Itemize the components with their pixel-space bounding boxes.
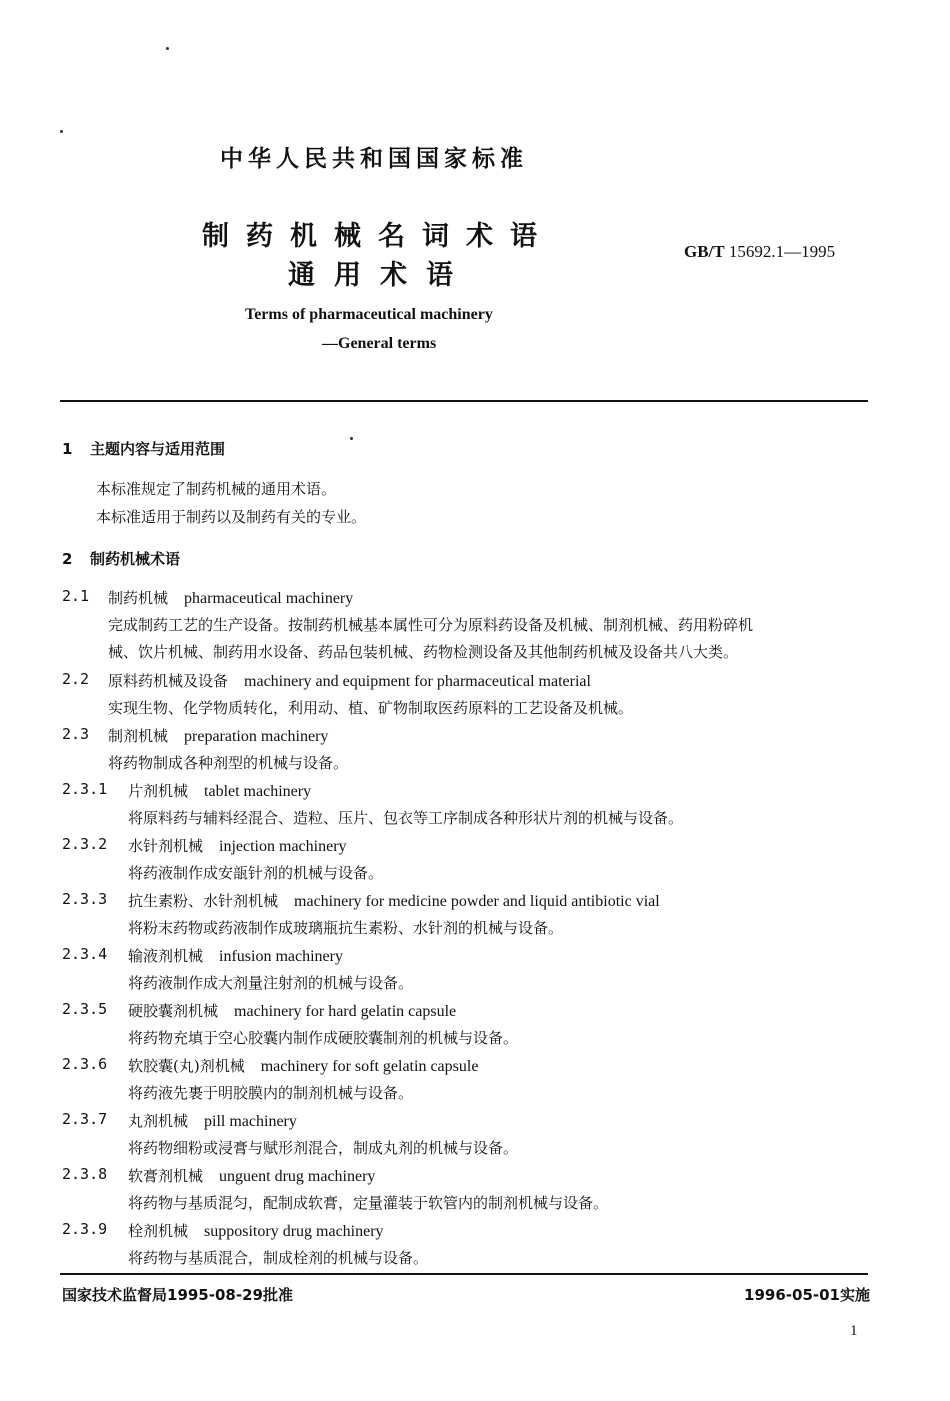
term-chinese: 抗生素粉、水针剂机械 [128, 892, 279, 910]
term-chinese: 栓剂机械 [128, 1222, 189, 1240]
term-chinese: 制药机械 [108, 589, 169, 607]
national-standard-heading: 中华人民共和国国家标准 [220, 146, 528, 172]
term-entry [128, 1220, 384, 1241]
term-english: pharmaceutical machinery [184, 590, 354, 607]
term-chinese: 原料药机械及设备 [108, 672, 229, 690]
paragraph: 本标准规定了制药机械的通用术语。 [96, 480, 337, 498]
term-chinese: 片剂机械 [128, 782, 189, 800]
term-number: 2.3.1 [62, 780, 108, 798]
section-number: 1 [62, 440, 73, 458]
term-chinese: 输液剂机械 [128, 947, 204, 965]
term-definition: 将药物与基质混合，制成栓剂的机械与设备。 [128, 1249, 429, 1267]
effective-date: 1996-05-01实施 [744, 1286, 870, 1304]
term-chinese: 制剂机械 [108, 727, 169, 745]
term-entry [108, 587, 353, 608]
top-divider [60, 400, 868, 402]
term-number: 2.3 [62, 725, 90, 743]
term-entry [128, 890, 660, 911]
scan-speck [166, 47, 169, 50]
term-entry [128, 1000, 456, 1021]
scan-speck [60, 130, 63, 133]
term-english: suppository drug machinery [204, 1223, 384, 1240]
term-number: 2.3.6 [62, 1055, 108, 1073]
term-definition: 将药物细粉或浸膏与赋形剂混合，制成丸剂的机械与设备。 [128, 1139, 519, 1157]
term-chinese: 水针剂机械 [128, 837, 204, 855]
term-chinese: 硬胶囊剂机械 [128, 1002, 219, 1020]
term-definition: 将原料药与辅料经混合、造粒、压片、包衣等工序制成各种形状片剂的机械与设备。 [128, 809, 684, 827]
term-english: infusion machinery [219, 948, 343, 965]
term-number: 2.3.3 [62, 890, 108, 908]
term-definition: 械、饮片机械、制药用水设备、药品包装机械、药物检测设备及其他制药机械及设备共八大类。 [108, 643, 739, 661]
term-number: 2.3.8 [62, 1165, 108, 1183]
term-definition: 将药液先裹于明胶膜内的制剂机械与设备。 [128, 1084, 414, 1102]
page-number: 1 [850, 1323, 858, 1339]
term-definition: 将药液制作成安瓿针剂的机械与设备。 [128, 864, 384, 882]
document-title-line2: 通用术语 [288, 260, 472, 291]
term-chinese: 丸剂机械 [128, 1112, 189, 1130]
term-chinese: 软膏剂机械 [128, 1167, 204, 1185]
term-number: 2.3.9 [62, 1220, 108, 1238]
bottom-divider [60, 1273, 868, 1275]
standard-code [684, 242, 835, 262]
english-title-line2: —General terms [322, 335, 437, 352]
term-english: tablet machinery [204, 783, 312, 800]
section-number: 2 [62, 550, 73, 568]
term-entry [108, 670, 591, 691]
term-definition: 将药物充填于空心胶囊内制作成硬胶囊制剂的机械与设备。 [128, 1029, 519, 1047]
section-heading [62, 548, 180, 569]
term-definition: 完成制药工艺的生产设备。按制药机械基本属性可分为原料药设备及机械、制剂机械、药用粉碎机 [108, 616, 754, 634]
approval-date: 国家技术监督局1995-08-29批准 [62, 1286, 293, 1304]
term-entry [128, 780, 311, 801]
term-chinese: 软胶囊(丸)剂机械 [128, 1057, 245, 1075]
paragraph: 本标准适用于制药以及制药有关的专业。 [96, 508, 367, 526]
term-number: 2.3.4 [62, 945, 108, 963]
term-entry [128, 835, 347, 856]
section-title: 制药机械术语 [90, 550, 181, 568]
section-heading [62, 438, 225, 459]
term-english: machinery for soft gelatin capsule [260, 1058, 479, 1075]
document-title-line1: 制药机械名词术语 [202, 221, 554, 252]
term-number: 2.2 [62, 670, 90, 688]
term-english: preparation machinery [184, 728, 329, 745]
term-number: 2.3.2 [62, 835, 108, 853]
term-entry [128, 945, 343, 966]
term-number: 2.3.5 [62, 1000, 108, 1018]
term-english: machinery for medicine powder and liquid antibiotic vial [294, 893, 660, 910]
section-title: 主题内容与适用范围 [90, 440, 226, 458]
scan-speck [350, 437, 353, 440]
term-definition: 实现生物、化学物质转化，利用动、植、矿物制取医药原料的工艺设备及机械。 [108, 699, 634, 717]
term-entry [128, 1165, 375, 1186]
term-number: 2.1 [62, 587, 90, 605]
english-title-line1: Terms of pharmaceutical machinery [245, 306, 493, 323]
term-english: injection machinery [219, 838, 347, 855]
standard-code-prefix: GB/T [684, 242, 725, 261]
term-definition: 将粉末药物或药液制作成玻璃瓶抗生素粉、水针剂的机械与设备。 [128, 919, 564, 937]
term-english: machinery for hard gelatin capsule [234, 1003, 457, 1020]
term-number: 2.3.7 [62, 1110, 108, 1128]
term-english: machinery and equipment for pharmaceutical material [244, 673, 591, 690]
term-entry [128, 1055, 478, 1076]
term-english: unguent drug machinery [219, 1168, 376, 1185]
term-entry [108, 725, 328, 746]
term-entry [128, 1110, 297, 1131]
standard-code-number: 15692.1—1995 [728, 242, 836, 261]
term-english: pill machinery [204, 1113, 297, 1130]
term-definition: 将药物制成各种剂型的机械与设备。 [108, 754, 349, 772]
term-definition: 将药物与基质混匀，配制成软膏，定量灌装于软管内的制剂机械与设备。 [128, 1194, 609, 1212]
term-definition: 将药液制作成大剂量注射剂的机械与设备。 [128, 974, 414, 992]
